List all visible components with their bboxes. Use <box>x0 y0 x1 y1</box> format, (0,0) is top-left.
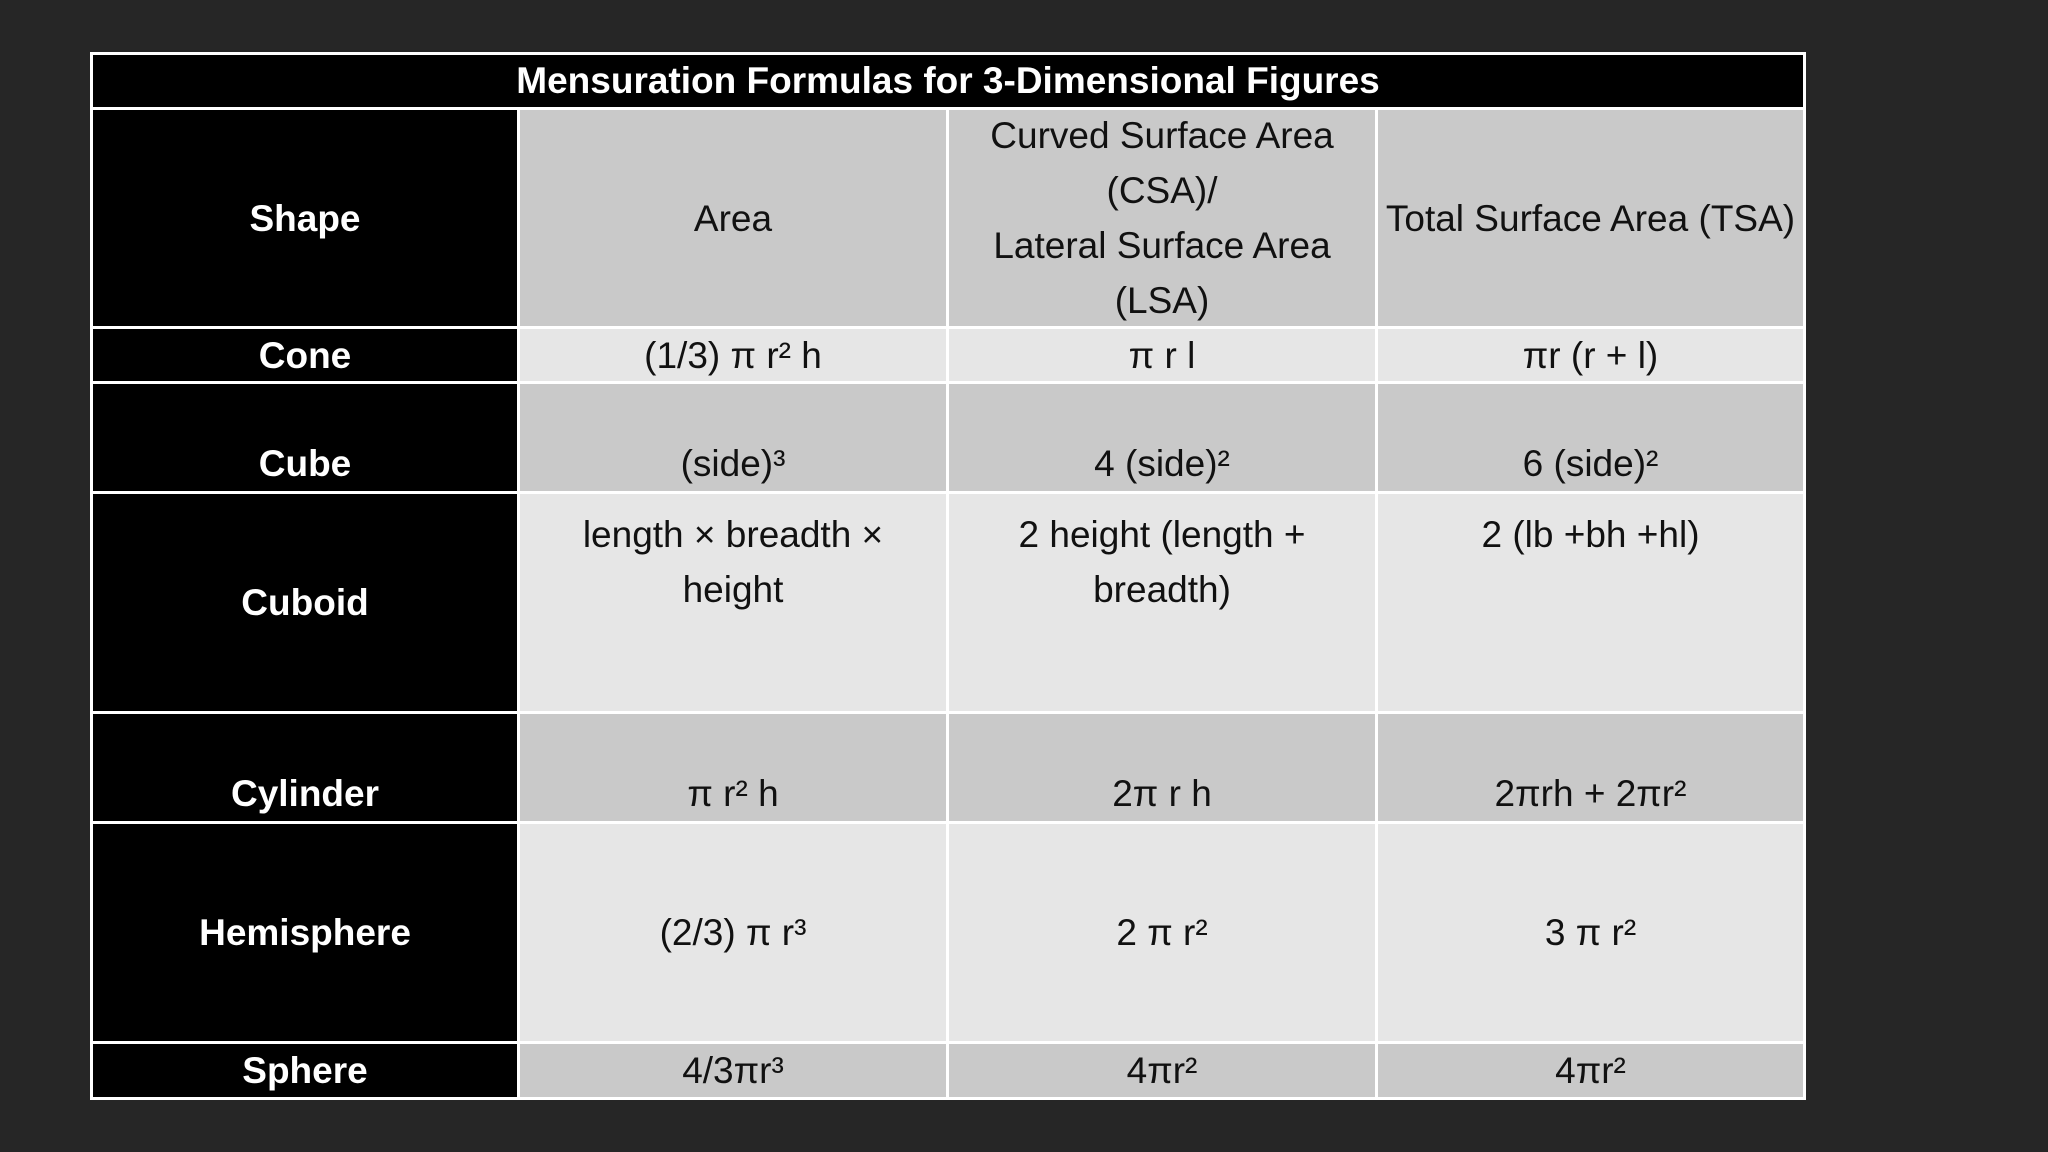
row-cylinder-csa: 2π r h <box>949 714 1375 821</box>
row-cuboid-tsa: 2 (lb +bh +hl) <box>1378 494 1803 711</box>
row-sphere-tsa: 4πr² <box>1378 1044 1803 1097</box>
row-sphere-shape: Sphere <box>93 1044 517 1097</box>
row-cube-tsa: 6 (side)² <box>1378 384 1803 491</box>
row-cube-shape: Cube <box>93 384 517 491</box>
header-tsa <box>1378 110 1803 326</box>
header-shape-label: Shape <box>249 197 361 239</box>
header-area-label: Area <box>693 197 773 239</box>
row-cube-csa: 4 (side)² <box>949 384 1375 491</box>
table-title: Mensuration Formulas for 3-Dimensional Figures <box>93 55 1803 107</box>
row-hemisphere-csa: 2 π r² <box>949 824 1375 1041</box>
header-area <box>520 110 946 326</box>
row-cylinder-shape: Cylinder <box>93 714 517 821</box>
header-csa <box>949 110 1375 326</box>
row-cylinder-tsa: 2πrh + 2πr² <box>1378 714 1803 821</box>
row-hemisphere-shape: Hemisphere <box>93 824 517 1041</box>
row-cone-tsa: πr (r + l) <box>1378 329 1803 381</box>
row-cuboid-csa: 2 height (length + breadth) <box>949 494 1375 711</box>
row-cone-csa: π r l <box>949 329 1375 381</box>
row-cube-area: (side)³ <box>520 384 946 491</box>
row-sphere-csa: 4πr² <box>949 1044 1375 1097</box>
row-cone-shape: Cone <box>93 329 517 381</box>
row-hemisphere-area: (2/3) π r³ <box>520 824 946 1041</box>
header-csa-line2: (CSA)/ <box>1106 170 1218 211</box>
row-cylinder-area: π r² h <box>520 714 946 821</box>
header-csa-line1: Curved Surface Area <box>990 115 1334 156</box>
header-shape <box>93 110 517 326</box>
header-csa-line3: Lateral Surface Area <box>993 225 1331 266</box>
row-cone-area: (1/3) π r² h <box>520 329 946 381</box>
row-cuboid-area: length × breadth × height <box>520 494 946 711</box>
header-tsa-label: Total Surface Area (TSA) <box>1385 197 1796 239</box>
header-csa-line4: (LSA) <box>1114 280 1210 321</box>
row-sphere-area: 4/3πr³ <box>520 1044 946 1097</box>
row-hemisphere-tsa: 3 π r² <box>1378 824 1803 1041</box>
row-cuboid-shape: Cuboid <box>93 494 517 711</box>
formula-table <box>90 52 1806 1100</box>
